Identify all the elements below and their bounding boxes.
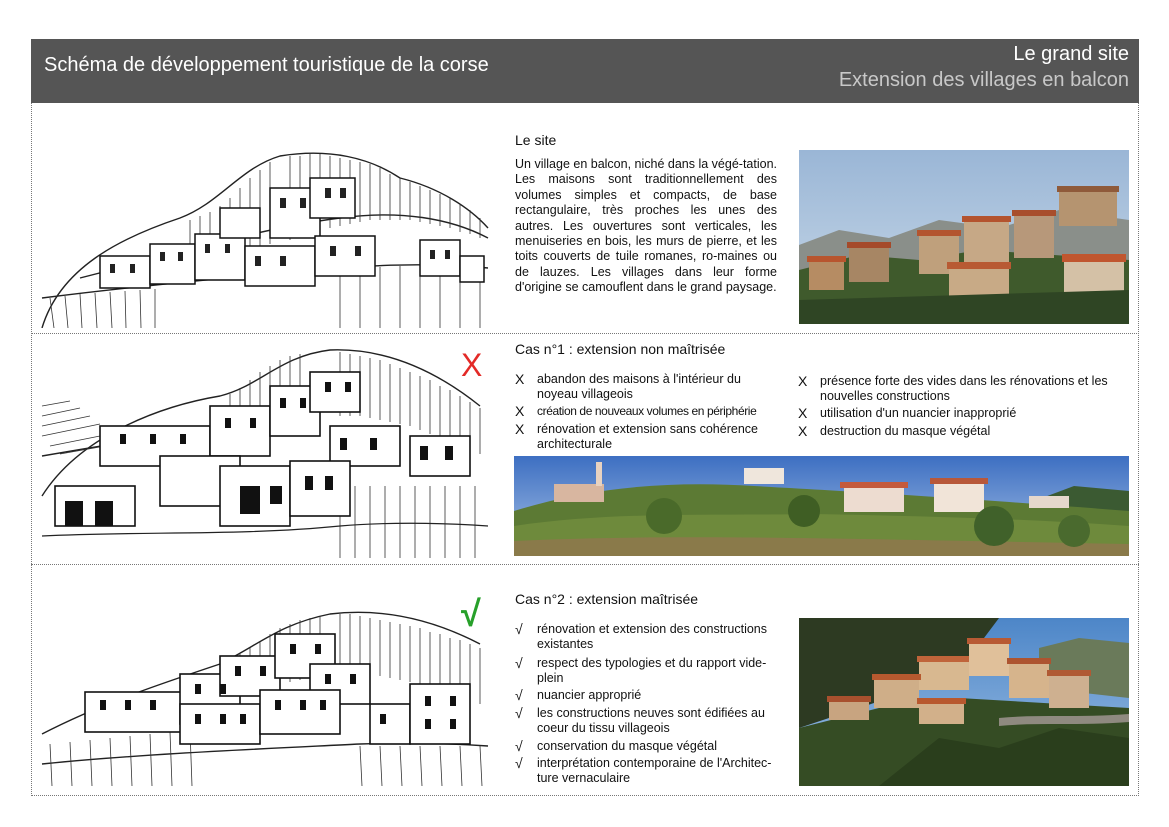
case2-item-text: respect des typologies et du rapport vide-plein (537, 656, 767, 685)
cross-icon: X (798, 423, 808, 439)
check-mark-icon: √ (461, 593, 481, 634)
case2-item (515, 656, 775, 686)
case1-item-text: abandon des maisons à l'intérieur du noyeau villageois (537, 372, 741, 401)
cross-icon: X (515, 421, 525, 437)
village-photo-controlled (799, 618, 1129, 786)
section-divider (31, 333, 1139, 334)
section-divider (31, 564, 1139, 565)
case2-item (515, 622, 770, 652)
page-title: Schéma de développement touristique de la corse (44, 54, 489, 76)
cross-icon: X (515, 371, 525, 387)
panorama-photo-uncontrolled (514, 456, 1129, 556)
case1-item (515, 404, 795, 419)
case1-item (798, 406, 1132, 421)
cross-icon: X (798, 373, 808, 389)
village-sketch-original (40, 148, 490, 328)
case1-heading: Cas n°1 : extension non maîtrisée (515, 341, 726, 357)
site-paragraph: Un village en balcon, niché dans la végé-tation. Les maisons sont traditionnellement des volumes simples et compacts, de base rectangulaire, très proches les unes des autres. Les ouvertures sont verticales, les menuiseries en bois, les murs de pierre, et les toits couverts de tuile romanes, ro-maines ou de lauzes. Les villages dans leur forme d'origine se camouflent dans le grand paysage. (515, 157, 777, 295)
case1-item-text: création de nouveaux volumes en périphérie (537, 404, 757, 418)
check-icon: √ (515, 655, 523, 671)
village-photo-original (799, 150, 1129, 324)
case2-item-text: conservation du masque végétal (537, 739, 717, 753)
case2-item-text: nuancier approprié (537, 688, 642, 702)
check-icon: √ (515, 621, 523, 637)
case2-item (515, 706, 775, 736)
section-title: Le grand site (1013, 43, 1129, 65)
check-icon: √ (515, 755, 523, 771)
case2-heading: Cas n°2 : extension maîtrisée (515, 591, 699, 607)
case2-item-text: interprétation contemporaine de l'Architec-ture vernaculaire (537, 756, 772, 785)
case2-item-text: rénovation et extension des constructions existantes (537, 622, 767, 651)
case1-item (515, 372, 785, 402)
case1-item (798, 374, 1132, 404)
header-bar (31, 39, 1139, 103)
case2-item-text: les constructions neuves sont édifiées au coeur du tissu villageois (537, 706, 765, 735)
cross-icon: X (515, 403, 525, 419)
case1-item (515, 422, 785, 452)
check-icon: √ (515, 687, 523, 703)
case1-item-text: rénovation et extension sans cohérence architecturale (537, 422, 758, 451)
section-subtitle: Extension des villages en balcon (838, 69, 1129, 91)
cross-mark-icon: X (461, 347, 483, 383)
check-icon: √ (515, 705, 523, 721)
site-heading: Le site (515, 132, 557, 148)
case1-item-text: destruction du masque végétal (820, 424, 991, 438)
village-sketch-uncontrolled (40, 346, 490, 558)
cross-icon: X (798, 405, 808, 421)
case2-item (515, 688, 775, 703)
case2-item (515, 739, 775, 754)
case1-item-text: présence forte des vides dans les rénovations et les nouvelles constructions (820, 374, 1108, 403)
check-icon: √ (515, 738, 523, 754)
village-sketch-controlled (40, 604, 490, 786)
case2-item (515, 756, 777, 786)
case1-item (798, 424, 1132, 439)
case1-item-text: utilisation d'un nuancier inapproprié (820, 406, 1017, 420)
